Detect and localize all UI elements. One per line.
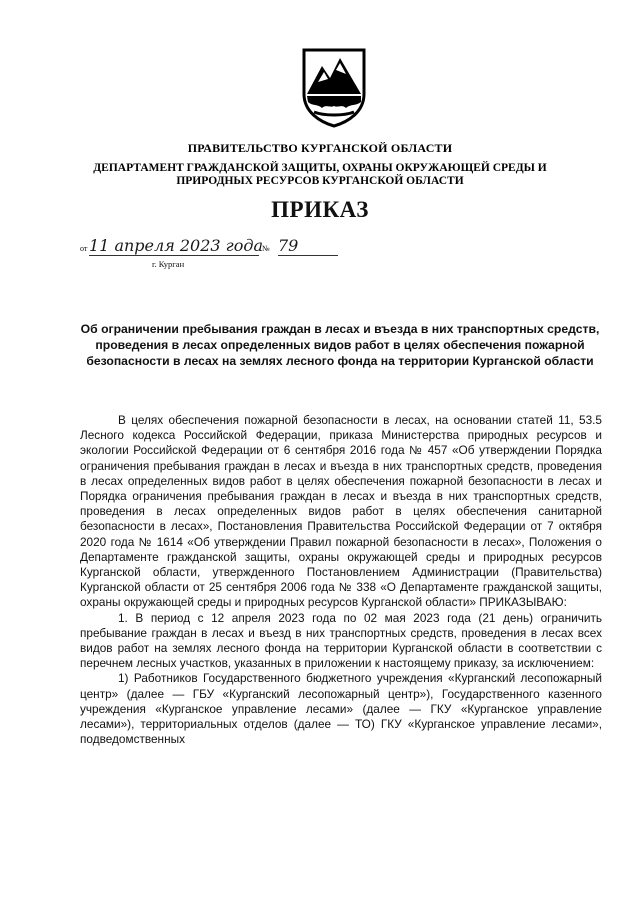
- number-prefix: №: [262, 244, 270, 253]
- document-title: Об ограничении пребывания граждан в лесах и въезда в них транспортных средств, проведения в лесах определенных видов работ в целях обеспечения пожарной безопасности в лесах на землях лесного фонда на территории Курганской области: [80, 322, 600, 368]
- department-name: ДЕПАРТАМЕНТ ГРАЖДАНСКОЙ ЗАЩИТЫ, ОХРАНЫ ОКРУЖАЮЩЕЙ СРЕДЫ И ПРИРОДНЫХ РЕСУРСОВ КУРГАНСКОЙ ОБЛАСТИ: [93, 162, 547, 187]
- city: г. Курган: [152, 259, 185, 269]
- preamble-paragraph: В целях обеспечения пожарной безопасности в лесах, на основании статей 11, 53.5 Лесного кодекса Российской Федерации, приказа Министерства природных ресурсов и экологии Российской Федерации от 6 сентября 2016 года № 457 «Об утверждении Порядка ограничения пребывания граждан в лесах и въезда в них транспортных средств, проведения в лесах определенных видов работ в целях обеспечения пожарной безопасности в лесах и Порядка ограничения пребывания граждан в лесах и въезда в них транспортных средств, проведения в лесах определенных видов работ в целях обеспечения санитарной безопасности в лесах», Постановления Правительства Российской Федерации от 7 октября 2020 года № 1614 «Об утверждении Правил пожарной безопасности в лесах», Положения о Департаменте гражданской защиты, охраны окружающей среды и природных ресурсов Курганской области, утвержденного Постановлением Администрации (Правительства) Курганской области от 25 сентября 2006 года № 338 «О Департаменте гражданской защиты, охраны окружающей среды и природных ресурсов Курганской области» ПРИКАЗЫВАЮ:: [80, 413, 602, 610]
- document-type: ПРИКАЗ: [271, 197, 369, 222]
- handwritten-number: 79: [278, 236, 338, 256]
- clause-1-paragraph: 1. В период с 12 апреля 2023 года по 02 мая 2023 года (21 день) ограничить пребывание граждан в лесах и въезд в них транспортных средств, проведения в лесах всех видов работ на землях лесного фонда на территории Курганской области в соответствии с перечнем лесных участков, указанных в приложении к настоящему приказу, за исключением:: [80, 610, 602, 671]
- handwritten-date: 11 апреля 2023 года: [89, 236, 264, 255]
- coat-of-arms-icon: [300, 46, 368, 128]
- date-prefix: от: [80, 244, 88, 253]
- subclause-1-paragraph: 1) Работников Государственного бюджетного учреждения «Курганский лесопожарный центр» (далее — ГБУ «Курганский лесопожарный центр»), Государственного казенного учреждения «Курганское управление лесами» (далее — ГКУ «Курганское управление лесами»), территориальных отделов (далее — ТО) ГКУ «Курганское управление лесами», подведомственных: [80, 671, 602, 747]
- document-body: [80, 413, 602, 747]
- government-name: ПРАВИТЕЛЬСТВО КУРГАНСКОЙ ОБЛАСТИ: [187, 141, 453, 155]
